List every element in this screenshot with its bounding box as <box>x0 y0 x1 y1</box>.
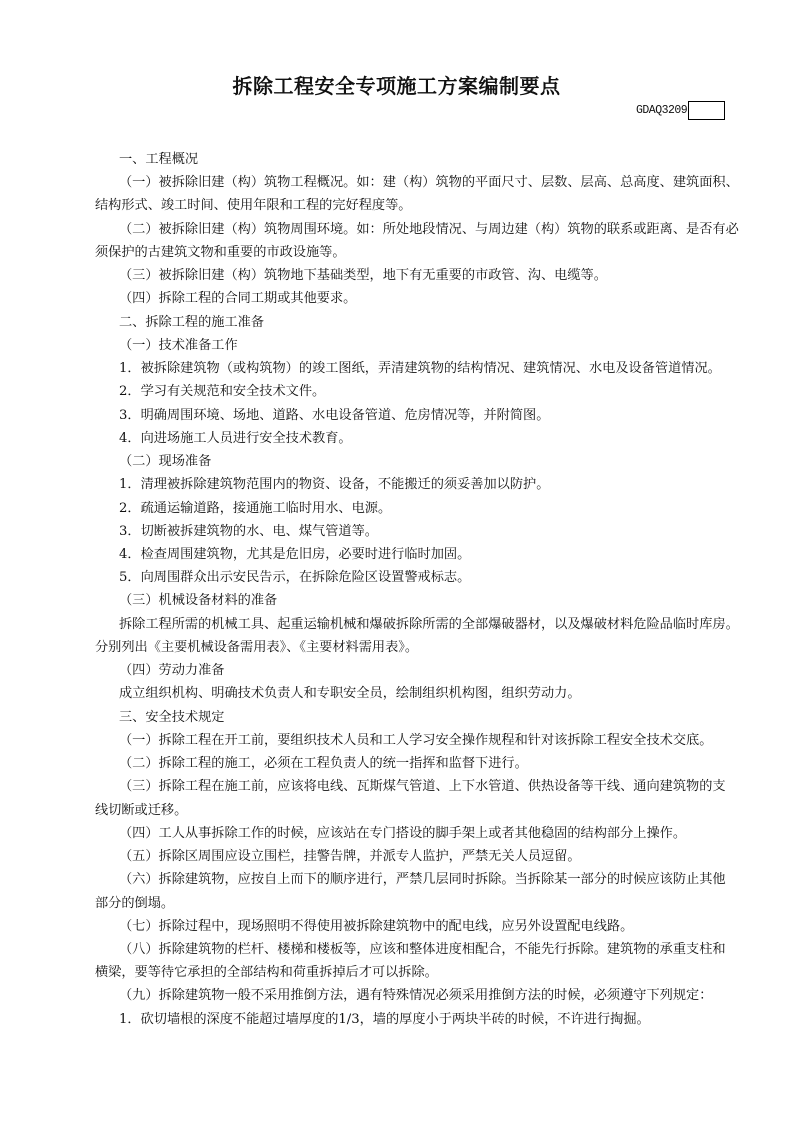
text-line: 4．向进场施工人员进行安全技术教育。 <box>119 430 352 446</box>
text-line: 1．清理被拆除建筑物范围内的物资、设备，不能搬迁的须妥善加以防护。 <box>119 477 550 493</box>
text-line: 4．检查周围建筑物，尤其是危旧房，必要时进行临时加固。 <box>119 546 471 562</box>
document-code-text: GDAQ3209 <box>636 104 688 117</box>
paragraph <box>95 543 745 566</box>
text-line: 分别列出《主要机械设备需用表》、《主要材料需用表》。 <box>95 639 419 655</box>
paragraph <box>95 729 745 752</box>
paragraph <box>95 497 745 520</box>
paragraph <box>95 1008 745 1031</box>
paragraph <box>95 845 745 868</box>
paragraph <box>95 984 745 1007</box>
text-line: （二）被拆除旧建（构）筑物周围环境。如：所处地段情况、与周边建（构）筑物的联系或距离、是否有必 <box>119 221 739 237</box>
paragraph <box>95 404 745 427</box>
paragraph <box>95 334 745 357</box>
text-line: 一、工程概况 <box>119 152 199 167</box>
text-line: （六）拆除建筑物，应按自上而下的顺序进行，严禁几层同时拆除。当拆除某一部分的时候应该防止其他 <box>119 872 726 888</box>
text-line: （三）被拆除旧建（构）筑物地下基础类型，地下有无重要的市政管、沟、电缆等。 <box>119 268 607 284</box>
paragraph <box>95 450 745 473</box>
text-line: （二）现场准备 <box>119 454 212 470</box>
text-line: （二）拆除工程的施工，必须在工程负责人的统一指挥和监督下进行。 <box>119 756 528 772</box>
paragraph <box>95 706 745 729</box>
paragraph <box>95 682 745 705</box>
text-line: （一）技术准备工作 <box>119 337 238 353</box>
text-line: （四）拆除工程的合同工期或其他要求。 <box>119 291 357 307</box>
text-line: 二、拆除工程的施工准备 <box>119 314 265 330</box>
text-line: 1．被拆除建筑物（或构筑物）的竣工图纸，弄清建筑物的结构情况、建筑情况、水电及设备管道情况。 <box>119 361 721 377</box>
paragraph <box>95 613 745 659</box>
paragraph <box>95 822 745 845</box>
text-line: 成立组织机构、明确技术负责人和专职安全员，绘制组织机构图，组织劳动力。 <box>119 686 581 702</box>
paragraph <box>95 752 745 775</box>
paragraph <box>95 915 745 938</box>
text-line: （七）拆除过程中，现场照明不得使用被拆除建筑物中的配电线，应另外设置配电线路。 <box>119 918 634 934</box>
text-line: 2．疏通运输道路，接通施工临时用水、电源。 <box>119 500 392 516</box>
paragraph <box>95 659 745 682</box>
text-line: 拆除工程所需的机械工具、起重运输机械和爆破拆除所需的全部爆破器材，以及爆破材料危险品临时库房。 <box>119 616 739 632</box>
paragraph <box>95 938 745 984</box>
text-line: 结构形式、竣工时间、使用年限和工程的完好程度等。 <box>95 198 412 214</box>
paragraph <box>95 868 745 914</box>
document-body <box>95 148 745 1031</box>
text-line: 须保护的古建筑文物和重要的市政设施等。 <box>95 244 346 260</box>
paragraph <box>95 148 745 171</box>
text-line: 部分的倒塌。 <box>95 895 175 911</box>
document-title: 拆除工程安全专项施工方案编制要点 <box>232 74 561 98</box>
paragraph <box>95 473 745 496</box>
text-line: 三、安全技术规定 <box>119 709 225 725</box>
text-line: （九）拆除建筑物一般不采用推倒方法，遇有特殊情况必须采用推倒方法的时候，必须遵守下列规定： <box>119 988 713 1004</box>
text-line: （八）拆除建筑物的栏杆、楼梯和楼板等，应该和整体进度相配合，不能先行拆除。建筑物的承重支柱和 <box>119 941 726 957</box>
text-line: （五）拆除区周围应设立围栏，挂警告牌，并派专人监护，严禁无关人员逗留。 <box>119 849 581 865</box>
text-line: 线切断或迁移。 <box>95 802 188 818</box>
document-code-box <box>688 101 725 120</box>
text-line: 3．切断被拆建筑物的水、电、煤气管道等。 <box>119 523 378 539</box>
paragraph <box>95 589 745 612</box>
text-line: （四）工人从事拆除工作的时候，应该站在专门搭设的脚手架上或者其他稳固的结构部分上操作。 <box>119 825 687 841</box>
paragraph <box>95 171 745 217</box>
text-line: （四）劳动力准备 <box>119 663 225 679</box>
paragraph <box>95 520 745 543</box>
text-line: 横梁，要等待它承担的全部结构和荷重拆掉后才可以拆除。 <box>95 965 438 981</box>
paragraph <box>95 775 745 821</box>
text-line: （一）被拆除旧建（构）筑物工程概况。如：建（构）筑物的平面尺寸、层数、层高、总高度、建筑面积、 <box>119 175 739 191</box>
text-line: 1．砍切墙根的深度不能超过墙厚度的1/3，墙的厚度小于两块半砖的时候，不许进行掏掘。 <box>119 1011 650 1027</box>
paragraph <box>95 264 745 287</box>
text-line: （三）拆除工程在施工前，应该将电线、瓦斯煤气管道、上下水管道、供热设备等干线、通向建筑物的支 <box>119 779 726 795</box>
text-line: （三）机械设备材料的准备 <box>119 593 278 609</box>
paragraph <box>95 311 745 334</box>
text-line: 3．明确周围环境、场地、道路、水电设备管道、危房情况等，并附简图。 <box>119 407 550 423</box>
text-line: （一）拆除工程在开工前，要组织技术人员和工人学习安全操作规程和针对该拆除工程安全技术交底。 <box>119 732 713 748</box>
paragraph <box>95 357 745 380</box>
paragraph <box>95 218 745 264</box>
document-code <box>636 101 725 120</box>
paragraph <box>95 566 745 589</box>
paragraph <box>95 380 745 403</box>
text-line: 5．向周围群众出示安民告示，在拆除危险区设置警戒标志。 <box>119 570 471 586</box>
paragraph <box>95 287 745 310</box>
paragraph <box>95 427 745 450</box>
text-line: 2．学习有关规范和安全技术文件。 <box>119 384 326 400</box>
